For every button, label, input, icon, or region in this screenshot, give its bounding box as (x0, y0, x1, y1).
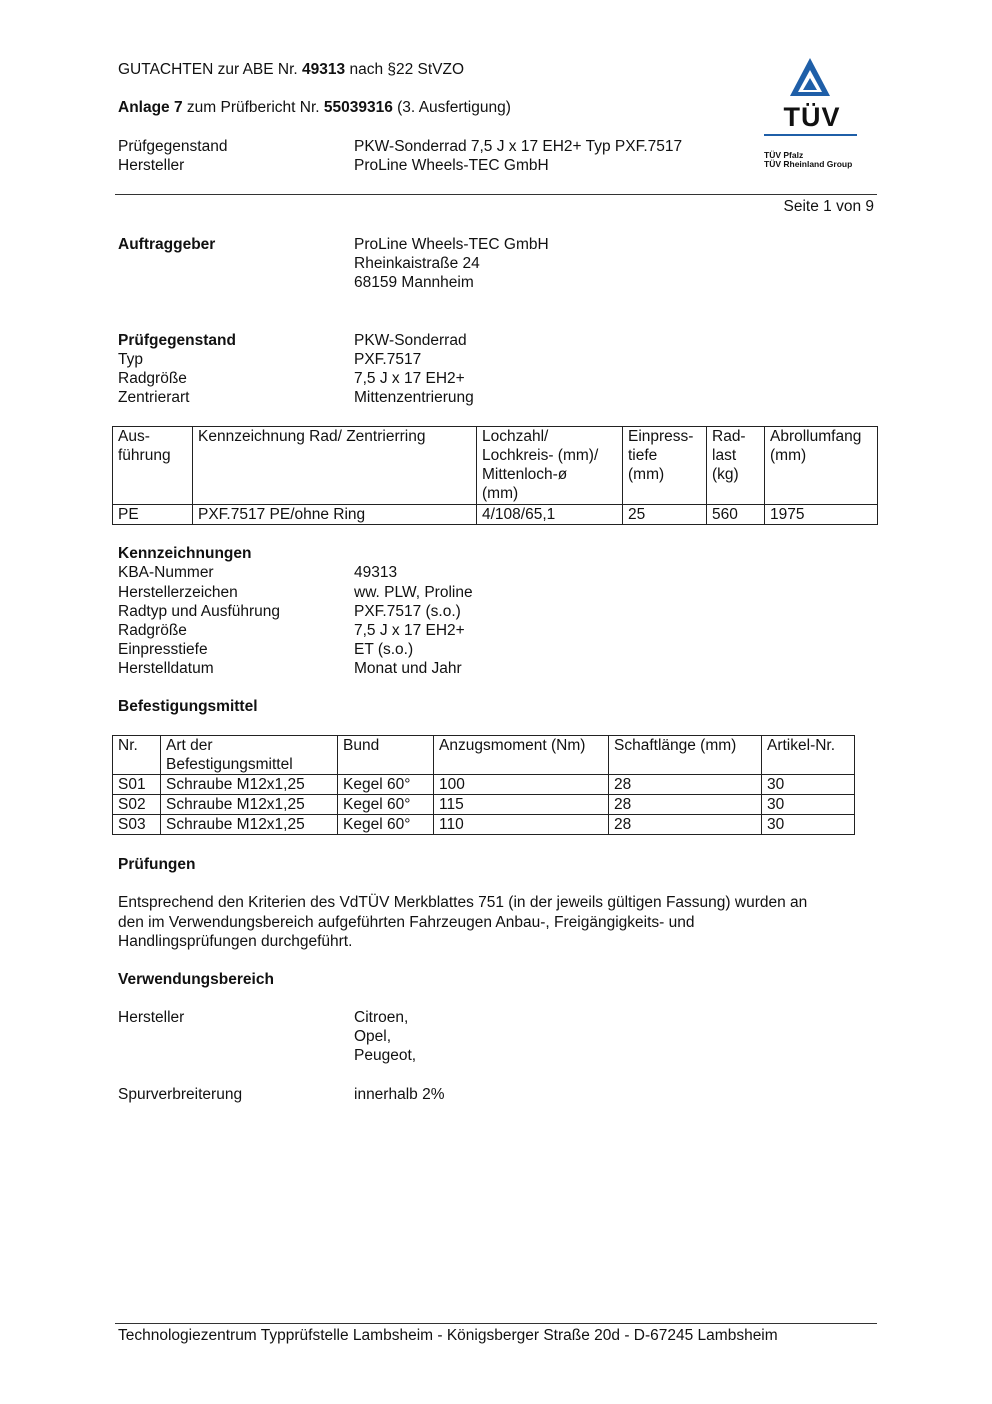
fastener-cell: 28 (609, 775, 762, 795)
header-rule (115, 194, 877, 195)
marking-label-3: Radtyp und Ausführung (118, 603, 281, 620)
marking-value-2: ww. PLW, Proline (354, 584, 473, 601)
client-line-3: 68159 Mannheim (354, 274, 474, 291)
fastener-cell: 110 (434, 815, 609, 835)
subject-label-1: Prüfgegenstand (118, 332, 236, 349)
usage-track-value: innerhalb 2% (354, 1086, 445, 1103)
fastener-cell: Kegel 60° (338, 815, 434, 835)
fastener-cell: Kegel 60° (338, 795, 434, 815)
subject-label-4: Zentrierart (118, 389, 190, 406)
header-subject-label: Prüfgegenstand (118, 138, 228, 155)
fastener-cell: Schraube M12x1,25 (161, 775, 338, 795)
usage-maker-1: Citroen, (354, 1009, 409, 1026)
wheel-header-cell: Einpress- tiefe (mm) (623, 427, 707, 505)
fastener-header-cell: Artikel-Nr. (762, 736, 855, 775)
marking-label-1: KBA-Nummer (118, 564, 214, 581)
client-label: Auftraggeber (118, 236, 216, 253)
fastener-cell: 30 (762, 795, 855, 815)
client-line-1: ProLine Wheels-TEC GmbH (354, 236, 549, 253)
wheel-header-cell: Lochzahl/ Lochkreis- (mm)/ Mittenloch-ø (mm) (477, 427, 623, 505)
fastener-cell: Schraube M12x1,25 (161, 815, 338, 835)
usage-maker-label: Hersteller (118, 1009, 185, 1026)
fastener-cell: 30 (762, 815, 855, 835)
usage-track-label: Spurverbreiterung (118, 1086, 243, 1103)
wheel-cell: PXF.7517 PE/ohne Ring (193, 505, 477, 525)
fastener-cell: 30 (762, 775, 855, 795)
fasteners-table-header (113, 736, 855, 775)
fastener-header-cell: Anzugsmoment (Nm) (434, 736, 609, 775)
abe-number: 49313 (302, 61, 346, 78)
header-maker-value: ProLine Wheels-TEC GmbH (354, 157, 549, 174)
fastener-header-cell: Bund (338, 736, 434, 775)
page-number: Seite 1 von 9 (783, 198, 874, 215)
table-row (113, 795, 855, 815)
wheel-cell: 4/108/65,1 (477, 505, 623, 525)
marking-label-5: Einpresstiefe (118, 641, 208, 658)
tuv-logo (764, 56, 860, 176)
marking-label-6: Herstelldatum (118, 660, 214, 677)
tests-title: Prüfungen (118, 856, 196, 873)
marking-value-4: 7,5 J x 17 EH2+ (354, 622, 465, 639)
usage-maker-2: Opel, (354, 1028, 392, 1045)
fastener-header-cell: Schaftlänge (mm) (609, 736, 762, 775)
tests-line-3: Handlingsprüfungen durchgeführt. (118, 933, 353, 950)
header-subject-value: PKW-Sonderrad 7,5 J x 17 EH2+ Typ PXF.7517 (354, 138, 683, 155)
wheel-cell: PE (113, 505, 193, 525)
footer-rule (115, 1323, 877, 1324)
fastener-cell: S01 (113, 775, 161, 795)
wheel-cell: 25 (623, 505, 707, 525)
fastener-cell: Kegel 60° (338, 775, 434, 795)
fastener-cell: 28 (609, 795, 762, 815)
subject-value-3: 7,5 J x 17 EH2+ (354, 370, 465, 387)
client-line-2: Rheinkaistraße 24 (354, 255, 480, 272)
header-line-2: Anlage 7 zum Prüfbericht Nr. 55039316 (3. Ausfertigung) (118, 99, 511, 116)
fasteners-table (112, 735, 855, 835)
fastener-cell: 28 (609, 815, 762, 835)
markings-title: Kennzeichnungen (118, 545, 252, 562)
wheel-header-cell: Rad- last (kg) (707, 427, 765, 505)
table-row (113, 505, 878, 525)
table-row (113, 775, 855, 795)
table-row (113, 815, 855, 835)
wheel-header-cell: Aus- führung (113, 427, 193, 505)
header-line-1: GUTACHTEN zur ABE Nr. 49313 nach §22 StVZO (118, 61, 465, 78)
subject-value-2: PXF.7517 (354, 351, 422, 368)
wheel-table (112, 426, 878, 525)
fastener-cell: 100 (434, 775, 609, 795)
logo-sub2: TÜV Rheinland Group (764, 159, 853, 169)
fastener-cell: S03 (113, 815, 161, 835)
fastener-cell: S02 (113, 795, 161, 815)
subject-value-4: Mittenzentrierung (354, 389, 474, 406)
logo-text: TÜV (783, 102, 841, 132)
subject-label-2: Typ (118, 351, 143, 368)
fasteners-title: Befestigungsmittel (118, 698, 258, 715)
fastener-header-cell: Art der Befestigungsmittel (161, 736, 338, 775)
header-maker-label: Hersteller (118, 157, 185, 174)
wheel-cell: 1975 (765, 505, 878, 525)
tests-line-1: Entsprechend den Kriterien des VdTÜV Merkblattes 751 (in der jeweils gültigen Fassung) wurden an (118, 894, 808, 911)
footer-text: Technologiezentrum Typprüfstelle Lambsheim - Königsberger Straße 20d - D-67245 Lambsheim (118, 1327, 778, 1344)
subject-label-3: Radgröße (118, 370, 187, 387)
wheel-table-header (113, 427, 878, 505)
wheel-header-cell: Kennzeichnung Rad/ Zentrierring (193, 427, 477, 505)
fastener-cell: 115 (434, 795, 609, 815)
marking-value-6: Monat und Jahr (354, 660, 462, 677)
marking-label-4: Radgröße (118, 622, 187, 639)
usage-maker-3: Peugeot, (354, 1047, 417, 1064)
marking-label-2: Herstellerzeichen (118, 584, 238, 601)
subject-value-1: PKW-Sonderrad (354, 332, 467, 349)
fastener-cell: Schraube M12x1,25 (161, 795, 338, 815)
marking-value-3: PXF.7517 (s.o.) (354, 603, 461, 620)
report-number: 55039316 (323, 99, 393, 116)
wheel-cell: 560 (707, 505, 765, 525)
usage-title: Verwendungsbereich (118, 971, 274, 988)
fastener-header-cell: Nr. (113, 736, 161, 775)
logo-sub1: TÜV Pfalz (764, 150, 804, 160)
wheel-header-cell: Abrollumfang (mm) (765, 427, 878, 505)
tests-line-2: den im Verwendungsbereich aufgeführten Fahrzeugen Anbau-, Freigängigkeits- und (118, 914, 695, 931)
marking-value-5: ET (s.o.) (354, 641, 414, 658)
marking-value-1: 49313 (354, 564, 398, 581)
